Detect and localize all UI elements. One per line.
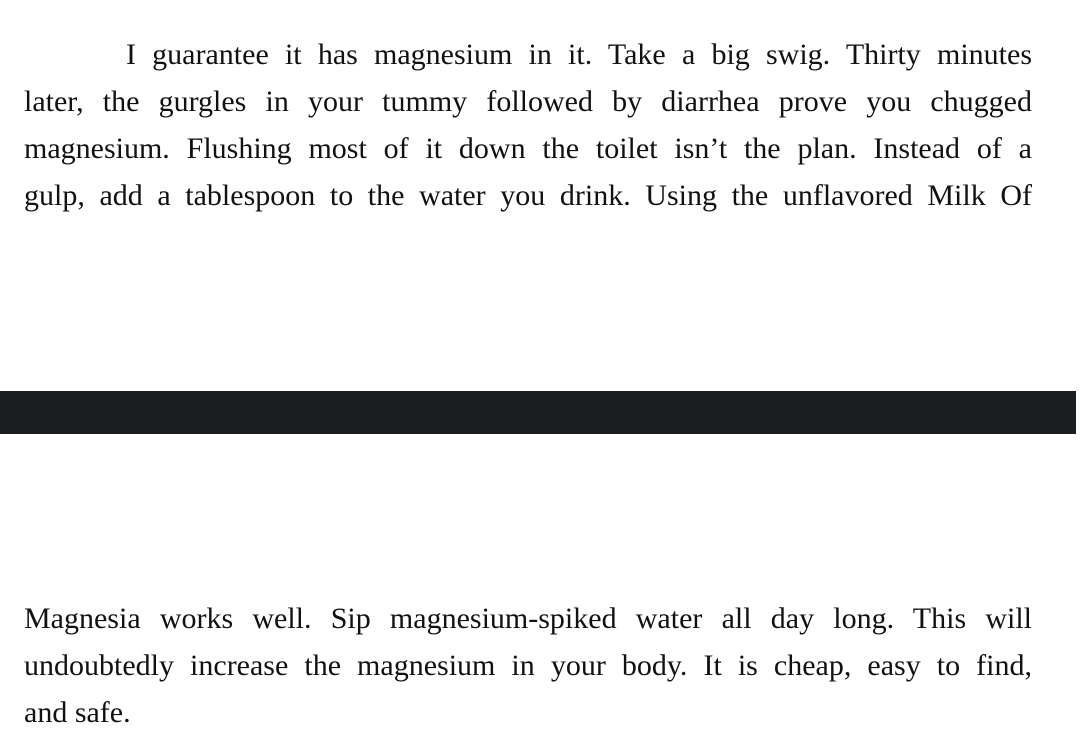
paragraph-lower	[24, 595, 1032, 736]
text-line: later, the gurgles in your tummy followed by diarrhea prove you chugged	[24, 85, 1032, 118]
paragraph-upper	[24, 31, 1032, 219]
text-line: undoubtedly increase the magnesium in your body. It is cheap, easy to find,	[24, 649, 1032, 682]
text-line	[24, 31, 1032, 78]
page-lower	[0, 434, 1080, 751]
text-line: Magnesia works well. Sip magnesium-spiked water all day long. This will	[24, 602, 1032, 635]
text-line: and safe.	[24, 696, 131, 729]
text-line-content: I guarantee it has magnesium in it. Take a big swig. Thirty minutes	[126, 38, 1032, 71]
text-line: gulp, add a tablespoon to the water you drink. Using the unflavored Milk Of	[24, 179, 1032, 212]
text-line: magnesium. Flushing most of it down the toilet isn’t the plan. Instead of a	[24, 132, 1032, 165]
page-separator	[0, 391, 1076, 434]
